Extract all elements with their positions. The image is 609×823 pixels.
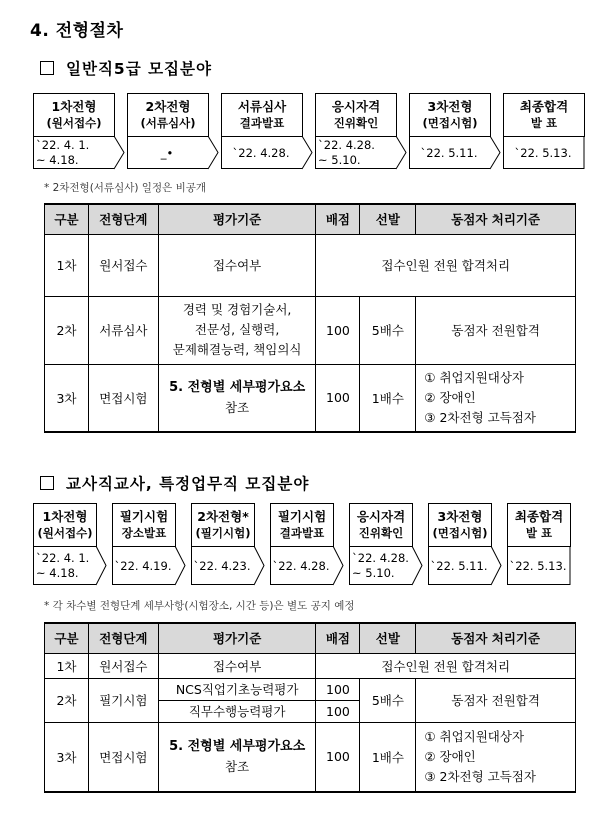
flow-step	[349, 503, 413, 585]
cell-criteria	[158, 364, 316, 432]
flow-step	[221, 93, 303, 169]
flow-step-title	[349, 503, 413, 547]
section1-table	[44, 203, 576, 433]
criteria-line: 5. 전형별 세부평가요소	[169, 738, 306, 754]
header-score: 배점	[316, 204, 360, 234]
page-heading: 4. 전형절차	[30, 21, 124, 41]
cell-stage: 원서접수	[88, 653, 158, 678]
flow-step-date	[503, 137, 583, 169]
cell-merged-result: 접수인원 전원 합격처리	[316, 653, 576, 678]
cell-criteria: 접수여부	[158, 653, 316, 678]
section2-note: * 각 차수별 전형단계 세부사항(시험장소, 시간 등)은 별도 공지 예정	[44, 600, 355, 612]
flow-step-line2: (서류심사)	[140, 116, 196, 130]
cell-selection: 1배수	[360, 722, 416, 792]
flow-step	[507, 503, 571, 585]
flow-date-line1: `22. 4.23.	[193, 558, 251, 573]
cell-score: 100	[316, 678, 360, 700]
header-gubun: 구분	[45, 623, 89, 653]
header-criteria: 평가기준	[158, 623, 316, 653]
flow-step-date	[112, 547, 174, 585]
flow-step	[191, 503, 255, 585]
flow-step-line1: 2차전형	[145, 99, 191, 114]
flow-step-title	[428, 503, 492, 547]
flow-step	[33, 93, 115, 169]
section2-table	[44, 622, 576, 793]
cell-criteria	[158, 296, 316, 364]
flow-step	[270, 503, 334, 585]
flow-step-line1: 응시자격	[356, 509, 406, 524]
flow-step-date	[507, 547, 569, 585]
flow-step-line2: 결과발표	[239, 116, 285, 130]
cell-stage: 원서접수	[88, 234, 158, 296]
flow-step-line1: 서류심사	[237, 99, 287, 114]
flow-date-line1: `22. 4.28.	[272, 558, 330, 573]
flow-step	[33, 503, 97, 585]
flow-step-title	[507, 503, 571, 547]
cell-stage: 면접시험	[88, 722, 158, 792]
flow-step-line2: 진위확인	[333, 116, 379, 130]
flow-step-line1: 필기시험	[119, 509, 169, 524]
flow-date-line1: `22. 5.13.	[514, 145, 572, 160]
flow-step-line1: 1차전형	[42, 509, 88, 524]
cell-merged-result: 접수인원 전원 합격처리	[316, 234, 576, 296]
flow-step-title	[315, 93, 397, 137]
section1-title-text: 일반직5급 모집분야	[66, 60, 212, 78]
header-criteria: 평가기준	[158, 204, 316, 234]
flow-date-line1: `22. 4.28.	[232, 145, 290, 160]
flow-step-title	[33, 93, 115, 137]
flow-step-line2: 결과발표	[279, 526, 325, 540]
cell-stage: 서류심사	[88, 296, 158, 364]
header-stage: 전형단계	[88, 204, 158, 234]
cell-criteria: 직무수행능력평가	[158, 700, 316, 722]
flow-date-line1: `22. 5.11.	[420, 145, 478, 160]
section1-title	[40, 57, 212, 79]
tiebreak-line: ③ 2차전형 고득점자	[424, 409, 536, 425]
flow-step	[503, 93, 585, 169]
criteria-line: 전문성, 실행력,	[194, 322, 280, 337]
tiebreak-line: ① 취업지원대상자	[424, 369, 525, 385]
table-header-row	[45, 623, 576, 653]
flow-date-line1: `22. 4. 1.	[36, 138, 90, 152]
flow-step-line1: 최종합격	[514, 509, 564, 524]
header-selection: 선발	[360, 204, 416, 234]
header-tiebreak: 동점자 처리기준	[416, 204, 576, 234]
criteria-line: 문제해결능력, 책임의식	[172, 342, 302, 357]
tiebreak-line: ① 취업지원대상자	[424, 728, 525, 744]
flow-date-line1: `22. 4.28.	[318, 138, 375, 152]
cell-score: 100	[316, 700, 360, 722]
flow-date-line2: ~ 4.18.	[36, 566, 79, 580]
flow-step-line1: 응시자격	[331, 99, 381, 114]
flow-step-line1: 최종합격	[519, 99, 569, 114]
flow-step-date	[315, 137, 395, 169]
flow-step-line2: 진위확인	[358, 526, 404, 540]
flow-step-line2: (면접시험)	[422, 116, 478, 130]
cell-round: 2차	[45, 296, 89, 364]
cell-tiebreak	[416, 722, 576, 792]
header-gubun: 구분	[45, 204, 89, 234]
flow-step-date	[33, 547, 95, 585]
flow-step	[428, 503, 492, 585]
flow-date-line1: `22. 4. 1.	[36, 551, 90, 565]
flow-step-title	[503, 93, 585, 137]
cell-score: 100	[316, 364, 360, 432]
cell-score: 100	[316, 296, 360, 364]
header-score: 배점	[316, 623, 360, 653]
table-row	[45, 364, 576, 432]
flow-date-line2: ~ 5.10.	[318, 153, 361, 167]
checkbox-square-icon	[40, 476, 54, 490]
cell-criteria: NCS직업기초능력평가	[158, 678, 316, 700]
flow-step-title	[127, 93, 209, 137]
flow-step-line2: (원서접수)	[46, 116, 102, 130]
tiebreak-line: ② 장애인	[424, 389, 476, 405]
flow-step-date	[127, 137, 207, 169]
criteria-line: 경력 및 경험기술서,	[182, 302, 292, 317]
flow-step	[112, 503, 176, 585]
flow-step-line1: 필기시험	[277, 509, 327, 524]
flow-step-line1: 1차전형	[51, 99, 97, 114]
flow-date-line2: ~ 4.18.	[36, 153, 79, 167]
section2-title	[40, 472, 309, 494]
flow-step-line2: 발 표	[525, 526, 553, 540]
cell-selection: 5배수	[360, 678, 416, 722]
flow-step-title	[191, 503, 255, 547]
cell-selection: 5배수	[360, 296, 416, 364]
flow-date-line1: _•	[160, 145, 174, 160]
table-row	[45, 234, 576, 296]
flow-step	[409, 93, 491, 169]
tiebreak-line: ③ 2차전형 고득점자	[424, 768, 536, 784]
flow-date-line1: `22. 5.13.	[509, 558, 567, 573]
section1-note: * 2차전형(서류심사) 일정은 비공개	[44, 182, 206, 194]
cell-score: 100	[316, 722, 360, 792]
criteria-line: 참조	[225, 399, 250, 415]
flow-step-date	[270, 547, 332, 585]
cell-criteria	[158, 722, 316, 792]
cell-tiebreak	[416, 364, 576, 432]
header-selection: 선발	[360, 623, 416, 653]
table-row	[45, 296, 576, 364]
flow-step-date	[191, 547, 253, 585]
criteria-line: 참조	[225, 758, 250, 774]
table-row	[45, 653, 576, 678]
flow-step-title	[112, 503, 176, 547]
flow-step-date	[409, 137, 489, 169]
flow-step-date	[221, 137, 301, 169]
flow-step-title	[33, 503, 97, 547]
flow-step-line1: 2차전형*	[197, 509, 249, 524]
section2-title-text: 교사직교사, 특정업무직 모집분야	[66, 475, 310, 493]
flow-step	[315, 93, 397, 169]
cell-round: 1차	[45, 653, 89, 678]
flow-step-line2: (필기시험)	[195, 526, 251, 540]
flow-date-line1: `22. 4.19.	[114, 558, 172, 573]
flow-date-line2: ~ 5.10.	[352, 566, 395, 580]
cell-round: 3차	[45, 364, 89, 432]
tiebreak-line: ② 장애인	[424, 748, 476, 764]
flow-step-line2: (면접시험)	[432, 526, 488, 540]
flow-step-line2: (원서접수)	[37, 526, 93, 540]
cell-selection: 1배수	[360, 364, 416, 432]
cell-tiebreak: 동점자 전원합격	[416, 296, 576, 364]
flow-step-title	[270, 503, 334, 547]
cell-round: 2차	[45, 678, 89, 722]
flow-date-line1: `22. 4.28.	[352, 551, 409, 565]
checkbox-square-icon	[40, 61, 54, 75]
cell-stage: 필기시험	[88, 678, 158, 722]
cell-tiebreak: 동점자 전원합격	[416, 678, 576, 722]
cell-criteria: 접수여부	[158, 234, 316, 296]
flow-step-date	[349, 547, 411, 585]
flow-step-date	[33, 137, 113, 169]
flow-step-line1: 3차전형	[437, 509, 483, 524]
flow-step-title	[409, 93, 491, 137]
table-row	[45, 678, 576, 700]
cell-round: 1차	[45, 234, 89, 296]
header-tiebreak: 동점자 처리기준	[416, 623, 576, 653]
table-header-row	[45, 204, 576, 234]
flow-date-line1: `22. 5.11.	[430, 558, 488, 573]
flow-step-line2: 발 표	[530, 116, 558, 130]
flow-step-line1: 3차전형	[427, 99, 473, 114]
cell-stage: 면접시험	[88, 364, 158, 432]
flow-step-title	[221, 93, 303, 137]
criteria-line: 5. 전형별 세부평가요소	[169, 379, 306, 395]
cell-round: 3차	[45, 722, 89, 792]
flow-step	[127, 93, 209, 169]
flow-step-line2: 장소발표	[121, 526, 167, 540]
header-stage: 전형단계	[88, 623, 158, 653]
table-row	[45, 722, 576, 792]
flow-step-date	[428, 547, 490, 585]
